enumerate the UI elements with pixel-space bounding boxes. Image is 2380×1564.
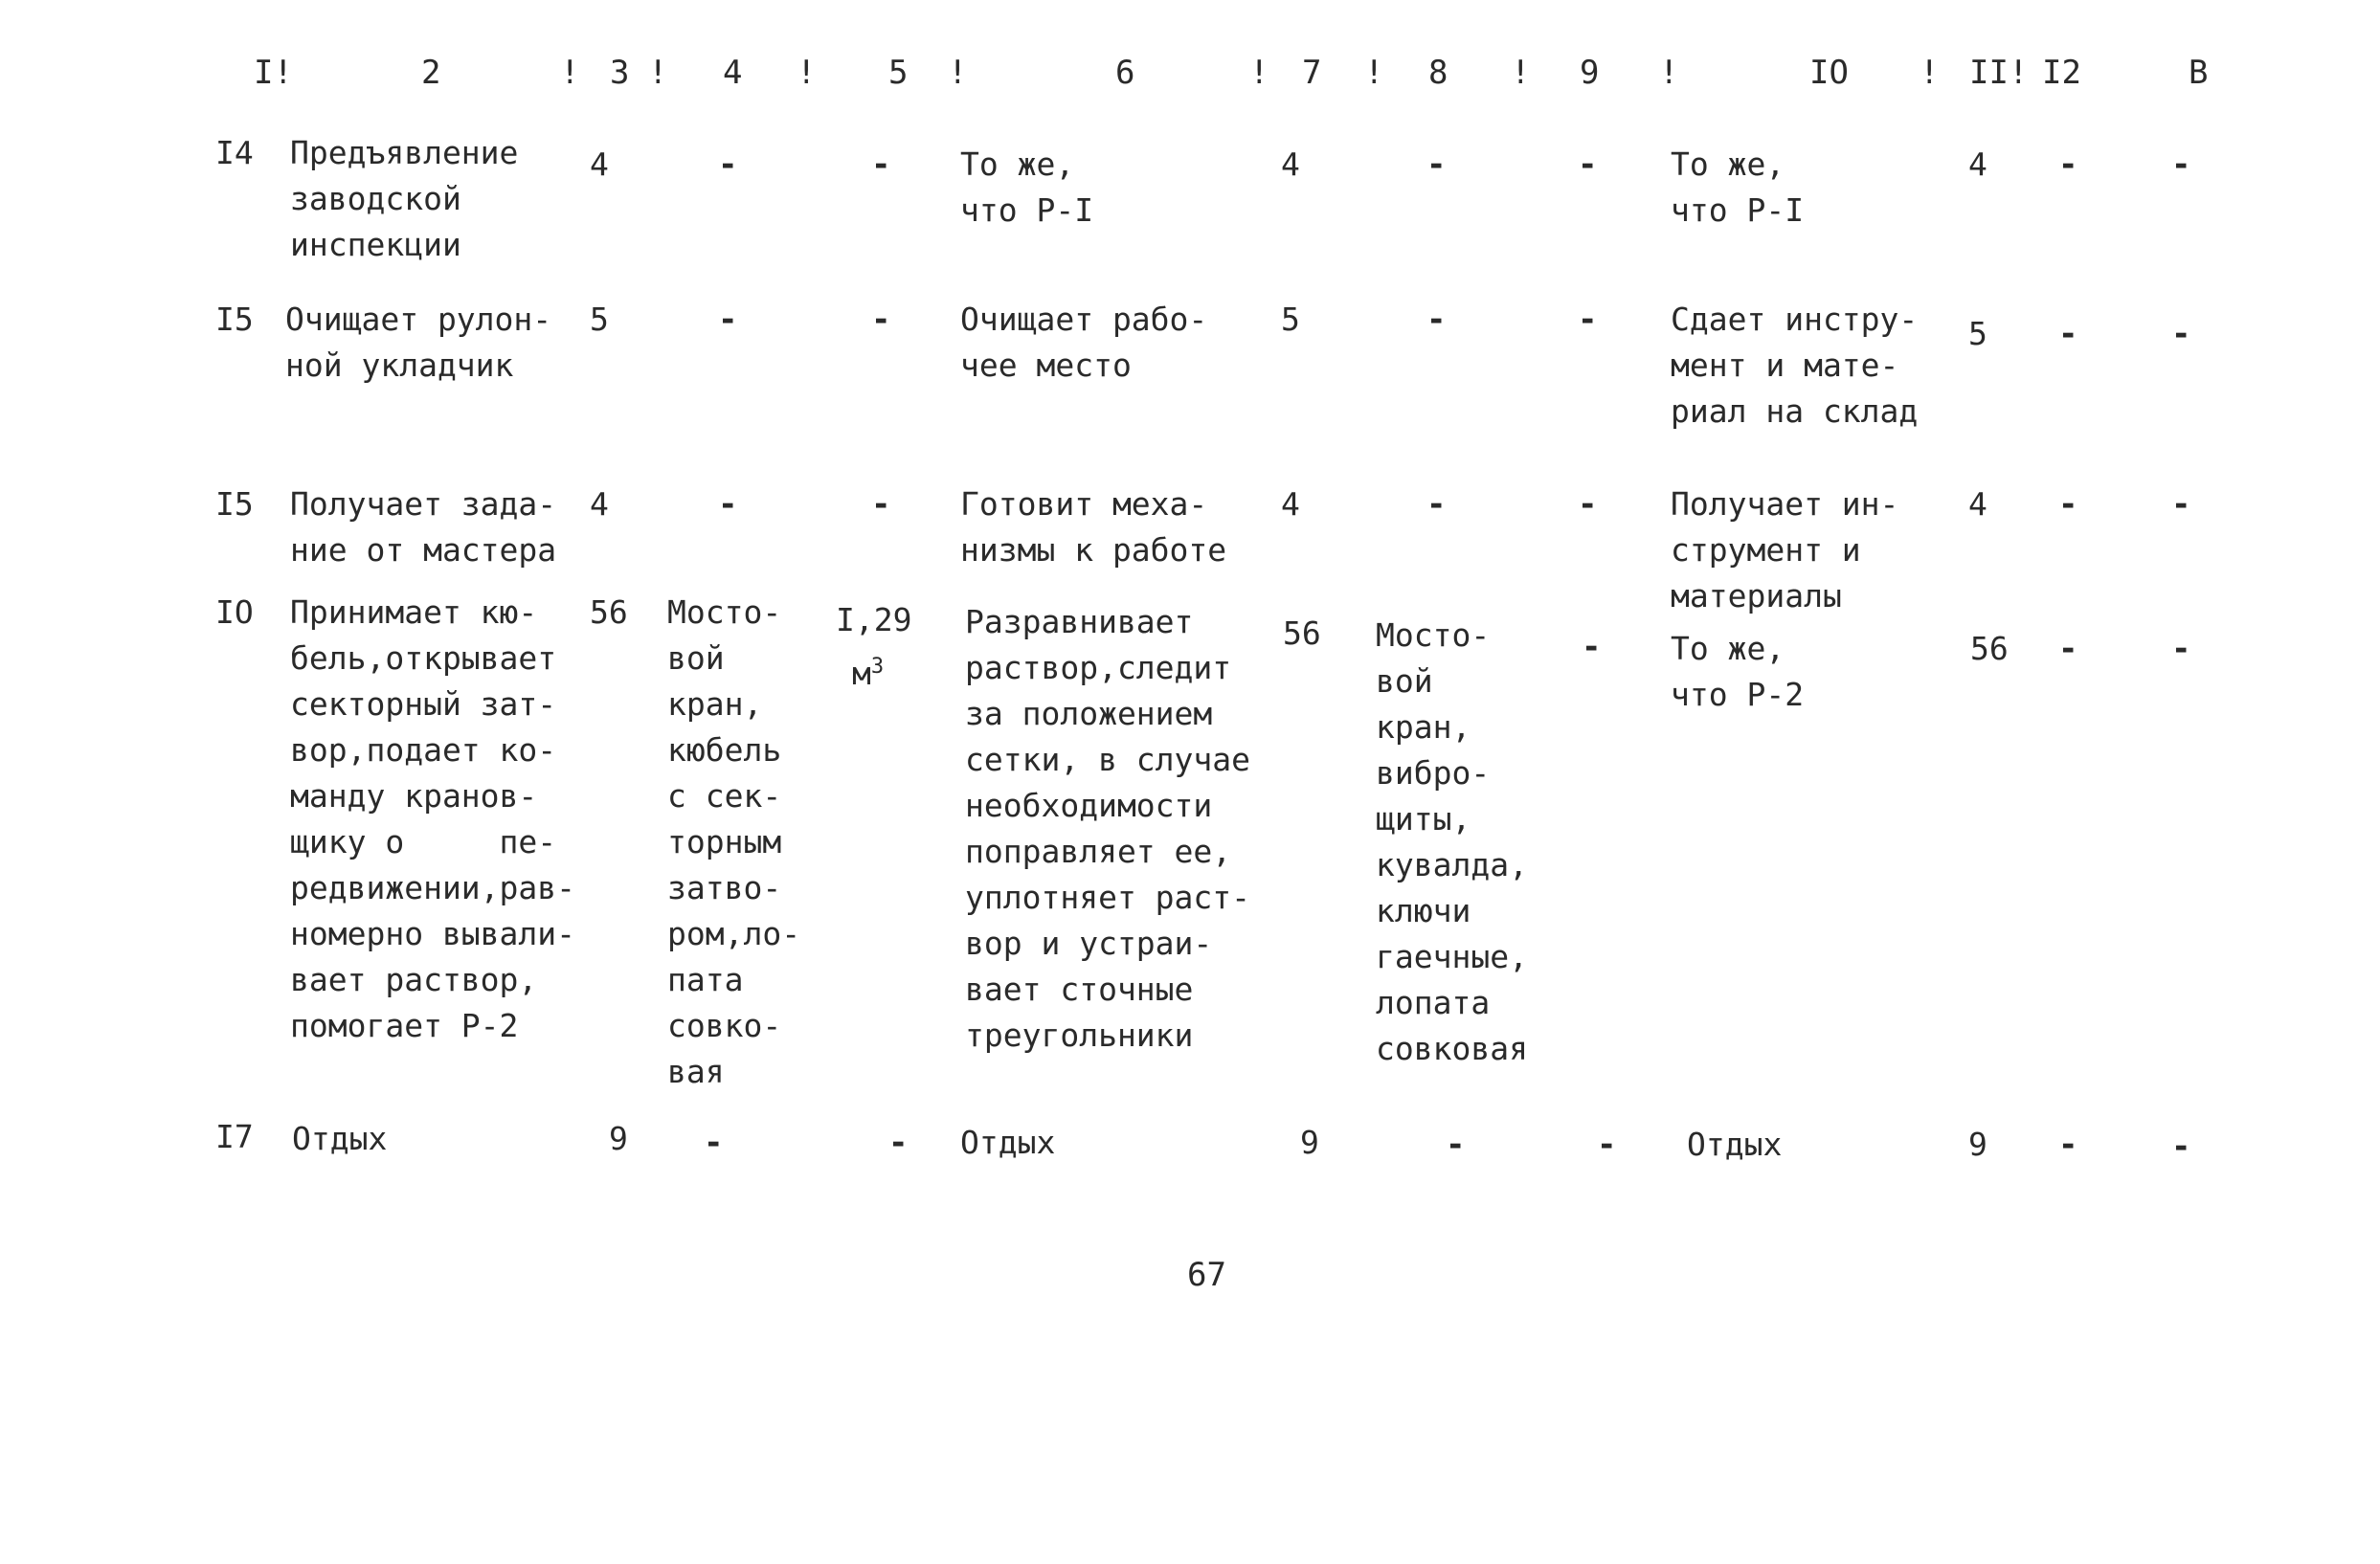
volume-worker-1: I,29 <box>836 601 912 638</box>
volume-worker-3: - <box>2171 1128 2191 1166</box>
operation-worker-3: Сдает инстру- мент и мате- риал на склад <box>1671 301 1919 430</box>
volume-worker-1: - <box>871 145 891 184</box>
volume-worker-1: - <box>871 485 891 524</box>
header-separator: ! <box>1364 54 1384 92</box>
volume-worker-3: - <box>2171 485 2191 524</box>
tools-worker-3: - <box>2058 485 2078 524</box>
time-worker-1: 4 <box>590 485 609 523</box>
tools-worker-1: - <box>704 1124 724 1162</box>
volume-worker-2: - <box>1582 628 1602 666</box>
tools-worker-2: - <box>1426 145 1447 184</box>
header-separator: ! <box>1659 54 1679 92</box>
tools-worker-1: - <box>718 145 738 184</box>
operation-worker-1: Получает зада- ние от мастера <box>290 485 557 569</box>
operation-worker-3: Отдых <box>1687 1126 1783 1163</box>
page-number: 67 <box>1187 1256 1226 1294</box>
time-worker-2: 9 <box>1300 1124 1319 1161</box>
header-separator: ! <box>560 54 580 92</box>
volume-worker-2: - <box>1578 145 1598 184</box>
tools-worker-2: - <box>1426 485 1447 524</box>
header-col-4: 4 <box>723 54 743 92</box>
header-separator: ! <box>797 54 817 92</box>
header-col-11: II! <box>1969 54 2029 92</box>
volume-worker-3: - <box>2171 145 2191 184</box>
volume-worker-3: - <box>2171 315 2191 353</box>
header-col-9: 9 <box>1580 54 1600 92</box>
time-worker-3: 5 <box>1968 315 1987 352</box>
header-col-8: 8 <box>1428 54 1448 92</box>
tools-worker-1: - <box>718 485 738 524</box>
header-separator: ! <box>948 54 968 92</box>
time-worker-3: 56 <box>1970 630 2009 667</box>
header-separator: ! <box>1511 54 1531 92</box>
operation-worker-2: Готовит меха- низмы к работе <box>960 485 1227 569</box>
time-worker-3: 4 <box>1968 145 1987 183</box>
header-separator: ! <box>1920 54 1940 92</box>
header-col-10: IO <box>1809 54 1849 92</box>
operation-worker-2: Очищает рабо- чее место <box>960 301 1208 384</box>
tools-worker-3: - <box>2058 1126 2078 1164</box>
header-col-6: 6 <box>1115 54 1135 92</box>
header-separator: ! <box>648 54 668 92</box>
row-number: I7 <box>215 1118 254 1155</box>
operation-worker-1: Принимает кю- бель,открывает секторный зат- вор,подает ко- манду кранов- щику о пе- редвижении,рав- номерно вывали- вает раствор, помогает Р-2 <box>290 593 576 1044</box>
row-number: I5 <box>215 485 254 523</box>
time-worker-3: 9 <box>1968 1126 1987 1163</box>
time-worker-1: 56 <box>590 593 628 631</box>
time-worker-3: 4 <box>1968 485 1987 523</box>
operation-worker-1: Предъявление заводской инспекции <box>290 134 519 263</box>
header-col-7: 7 <box>1302 54 1322 92</box>
header-col-3: 3 <box>610 54 630 92</box>
volume-unit-worker-1: $м^3$ <box>852 655 885 692</box>
row-number: IO <box>215 593 254 631</box>
volume-worker-2: - <box>1578 485 1598 524</box>
row-number: I4 <box>215 134 254 171</box>
time-worker-1: 9 <box>609 1120 628 1157</box>
header-col-1: I! <box>254 54 293 92</box>
row-number: I5 <box>215 301 254 338</box>
volume-worker-2: - <box>1597 1126 1617 1164</box>
operation-worker-3: То же, что Р-2 <box>1671 630 1805 713</box>
operation-worker-2: Разравнивает раствор,следит за положением сетки, в случае необходимости поправляет ее, уплотняет раст- вор и устраи- вает сточные треугольники <box>965 603 1251 1054</box>
time-worker-2: 56 <box>1283 614 1321 652</box>
header-col-2: 2 <box>421 54 441 92</box>
tools-worker-3: - <box>2058 145 2078 184</box>
tools-worker-2: - <box>1426 301 1447 339</box>
volume-worker-3: - <box>2171 630 2191 668</box>
time-worker-2: 4 <box>1281 145 1300 183</box>
time-worker-2: 5 <box>1281 301 1300 338</box>
header-col-13: B <box>2189 54 2209 92</box>
operation-worker-3: То же, что Р-I <box>1671 145 1805 229</box>
volume-worker-1: - <box>871 301 891 339</box>
header-separator: ! <box>1249 54 1269 92</box>
header-col-5: 5 <box>888 54 909 92</box>
time-worker-1: 4 <box>590 145 609 183</box>
operation-worker-1: Очищает рулон- ной укладчик <box>285 301 552 384</box>
time-worker-2: 4 <box>1281 485 1300 523</box>
tools-worker-2: - <box>1446 1126 1466 1164</box>
time-worker-1: 5 <box>590 301 609 338</box>
tools-worker-1: - <box>718 301 738 339</box>
tools-worker-2: Мосто- вой кран, вибро- щиты, кувалда, ключи гаечные, лопата совковая <box>1376 616 1528 1067</box>
volume-worker-1: - <box>888 1124 909 1162</box>
volume-worker-2: - <box>1578 301 1598 339</box>
tools-worker-1: Мосто- вой кран, кюбель с сек- торным затво- ром,ло- пата совко- вая <box>667 593 801 1090</box>
operation-worker-1: Отдых <box>292 1120 388 1157</box>
tools-worker-3: - <box>2058 630 2078 668</box>
operation-worker-2: То же, что Р-I <box>960 145 1094 229</box>
operation-worker-2: Отдых <box>960 1124 1056 1161</box>
tools-worker-3: - <box>2058 315 2078 353</box>
operation-worker-3: Получает ин- струмент и материалы <box>1671 485 1899 614</box>
header-col-12: I2 <box>2042 54 2081 92</box>
